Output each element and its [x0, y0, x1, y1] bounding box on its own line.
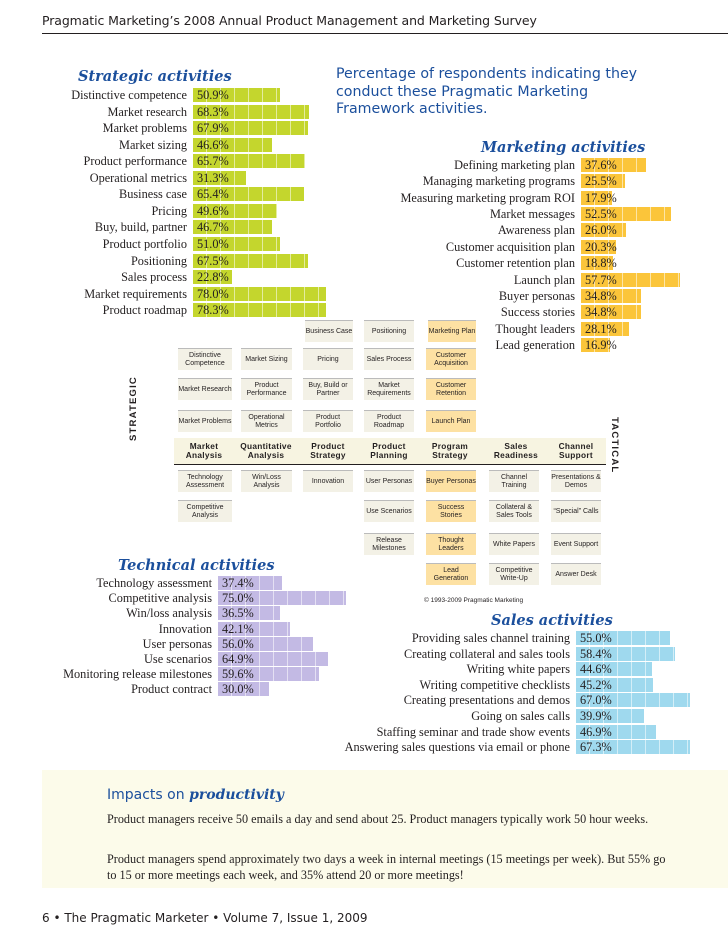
sales-value-label: 55.0% [580, 631, 612, 645]
sales-bar [576, 662, 652, 676]
strategic-value-label: 22.8% [197, 270, 229, 285]
fw-sales-process: Sales Process [364, 348, 414, 370]
strategic-category-label: Product roadmap [102, 303, 187, 318]
strategic-category-label: Market problems [102, 121, 187, 136]
sales-value-label: 67.3% [580, 740, 612, 755]
tactical-axis-label: TACTICAL [609, 417, 620, 474]
sales-bar [576, 631, 670, 645]
marketing-value-label: 18.8% [585, 256, 617, 271]
technical-bar [218, 591, 346, 605]
fw-answer-desk: Answer Desk [551, 563, 601, 585]
technical-value-label: 59.6% [222, 667, 254, 682]
marketing-row [0, 272, 728, 288]
technical-value-label: 30.0% [222, 682, 254, 697]
marketing-row [0, 157, 728, 173]
fw-header-sales-readiness: Sales Readiness [493, 441, 539, 460]
strategic-axis-label: STRATEGIC [128, 376, 139, 441]
technical-bar [218, 576, 282, 590]
marketing-value-label: 16.9% [585, 337, 617, 352]
strategic-category-label: Business case [119, 187, 187, 202]
strategic-title: Strategic activities [78, 68, 232, 85]
sales-category-label: Creating presentations and demos [403, 693, 570, 708]
fw-market-problems: Market Problems [178, 410, 232, 432]
technical-value-label: 37.4% [222, 576, 254, 590]
sales-category-label: Writing competitive checklists [419, 677, 570, 692]
fw-header-quantitative-analysis: Quantitative Analysis [240, 441, 292, 460]
strategic-category-label: Market requirements [84, 286, 187, 301]
intro-text: Percentage of respondents indicating they conduct these Pragmatic Marketing Framework activities. [336, 66, 638, 117]
strategic-category-label: Positioning [130, 253, 187, 268]
sales-category-label: Going on sales calls [471, 709, 570, 723]
strategic-bar [193, 138, 272, 152]
sales-title: Sales activities [491, 612, 613, 629]
impacts-title-emph: productivity [189, 787, 284, 803]
sales-bar [576, 740, 690, 754]
marketing-category-label: Customer acquisition plan [445, 239, 575, 254]
fw-buy-build-partner: Buy, Build or Partner [303, 378, 353, 400]
marketing-bar [581, 174, 625, 188]
fw-user-personas: User Personas [364, 470, 414, 492]
strategic-bar [193, 88, 280, 102]
fw-innovation: Innovation [303, 470, 353, 492]
strategic-category-label: Distinctive competence [71, 88, 187, 102]
fw-customer-acquisition: Customer Acquisition [426, 348, 476, 370]
technical-category-label: Monitoring release milestones [63, 667, 212, 682]
technical-category-label: Innovation [158, 621, 212, 636]
fw-win-loss-analysis: Win/Loss Analysis [241, 470, 292, 492]
sales-category-label: Providing sales channel training [411, 631, 570, 645]
strategic-row [0, 137, 728, 153]
sales-value-label: 46.9% [580, 724, 612, 739]
technical-row [0, 605, 728, 621]
technical-category-label: Competitive analysis [108, 591, 212, 606]
marketing-category-label: Lead generation [495, 337, 575, 352]
strategic-category-label: Product portfolio [102, 237, 187, 251]
fw-presentations-demos: Presentations & Demos [551, 470, 601, 492]
sales-category-label: Creating collateral and sales tools [404, 646, 570, 661]
impacts-paragraph-1: Product managers receive 50 emails a day and send about 25. Product managers typically work 50 hour weeks. [107, 812, 649, 826]
strategic-category-label: Pricing [151, 203, 187, 218]
fw-market-requirements: Market Requirements [364, 378, 414, 400]
strategic-row [0, 120, 728, 136]
marketing-category-label: Buyer personas [498, 288, 575, 303]
strategic-value-label: 50.9% [197, 88, 229, 102]
fw-product-portfolio: Product Portfolio [303, 410, 353, 432]
fw-positioning: Positioning [364, 320, 414, 342]
marketing-category-label: Managing marketing programs [422, 174, 575, 189]
technical-bar [218, 606, 280, 620]
technical-value-label: 42.1% [222, 621, 254, 636]
strategic-category-label: Operational metrics [89, 170, 187, 185]
sales-bar [576, 678, 653, 692]
fw-white-papers: White Papers [489, 533, 539, 555]
technical-category-label: Win/loss analysis [126, 606, 212, 621]
sales-bar [576, 725, 656, 739]
fw-header-channel-support: Channel Support [558, 441, 594, 460]
strategic-value-label: 49.6% [197, 203, 229, 218]
fw-channel-training: Channel Training [489, 470, 539, 492]
marketing-value-label: 37.6% [585, 158, 617, 172]
fw-release-milestones: Release Milestones [364, 533, 414, 555]
fw-use-scenarios: Use Scenarios [364, 500, 414, 522]
sales-bar [576, 709, 644, 723]
marketing-value-label: 52.5% [585, 207, 617, 222]
fw-marketing-plan: Marketing Plan [428, 320, 476, 342]
fw-product-performance: Product Performance [241, 378, 292, 400]
technical-category-label: Technology assessment [96, 576, 212, 590]
strategic-bar [193, 121, 308, 135]
strategic-value-label: 78.3% [197, 303, 229, 318]
marketing-row [0, 173, 728, 189]
marketing-category-label: Measuring marketing program ROI [400, 190, 575, 205]
fw-pricing: Pricing [303, 348, 353, 370]
fw-thought-leaders: Thought Leaders [426, 533, 476, 555]
technical-category-label: Product contract [131, 682, 212, 697]
marketing-row [0, 288, 728, 304]
fw-collateral-sales-tools: Collateral & Sales Tools [489, 500, 539, 522]
page-footer: 6 • The Pragmatic Marketer • Volume 7, Issue 1, 2009 [42, 911, 368, 925]
sales-row [0, 630, 728, 646]
marketing-bar [581, 256, 617, 271]
technical-title: Technical activities [118, 557, 275, 574]
marketing-category-label: Market messages [489, 207, 575, 222]
fw-header-market-analysis: Market Analysis [185, 441, 223, 460]
strategic-value-label: 67.9% [197, 121, 229, 136]
strategic-category-label: Product performance [83, 154, 187, 169]
technical-row [0, 575, 728, 591]
technical-value-label: 75.0% [222, 591, 254, 606]
impacts-title-prefix: Impacts on [107, 787, 190, 803]
sales-row [0, 646, 728, 662]
marketing-category-label: Awareness plan [497, 223, 575, 238]
marketing-bar [581, 337, 617, 352]
marketing-bar [581, 305, 641, 319]
sales-row [0, 708, 728, 724]
sales-row [0, 739, 728, 755]
marketing-value-label: 34.8% [585, 288, 617, 303]
marketing-row [0, 222, 728, 238]
marketing-value-label: 17.9% [585, 190, 617, 205]
marketing-bar [581, 289, 641, 303]
strategic-value-label: 68.3% [197, 104, 229, 119]
sales-bar [576, 693, 690, 707]
fw-operational-metrics: Operational Metrics [241, 410, 292, 432]
strategic-row [0, 87, 728, 103]
fw-event-support: Event Support [551, 533, 601, 555]
sales-value-label: 39.9% [580, 709, 612, 723]
fw-header-product-strategy: Product Strategy [310, 441, 346, 460]
sales-category-label: Answering sales questions via email or phone [344, 740, 570, 755]
marketing-category-label: Defining marketing plan [454, 158, 575, 172]
marketing-value-label: 57.7% [585, 272, 617, 287]
marketing-value-label: 28.1% [585, 321, 617, 336]
header-rule [42, 33, 728, 34]
fw-lead-generation: Lead Generation [426, 563, 476, 585]
impacts-title [107, 787, 284, 803]
fw-customer-retention: Customer Retention [426, 378, 476, 400]
fw-market-research: Market Research [178, 378, 232, 400]
sales-value-label: 45.2% [580, 677, 612, 692]
fw-market-sizing: Market Sizing [241, 348, 292, 370]
fw-success-stories: Success Stories [426, 500, 476, 522]
sales-category-label: Staffing seminar and trade show events [376, 724, 570, 739]
marketing-category-label: Launch plan [513, 272, 575, 287]
strategic-value-label: 46.7% [197, 220, 229, 235]
strategic-value-label: 67.5% [197, 253, 229, 268]
marketing-bar [581, 240, 616, 254]
sales-row [0, 677, 728, 693]
marketing-value-label: 25.5% [585, 174, 617, 189]
running-header: Pragmatic Marketing’s 2008 Annual Product Management and Marketing Survey [42, 13, 537, 28]
fw-header-product-planning: Product Planning [370, 441, 408, 460]
marketing-value-label: 26.0% [585, 223, 617, 238]
marketing-row [0, 239, 728, 255]
sales-row [0, 661, 728, 677]
fw-technology-assessment: Technology Assessment [178, 470, 232, 492]
sales-category-label: Writing white papers [466, 662, 570, 677]
copyright: © 1993-2009 Pragmatic Marketing [424, 597, 524, 604]
sales-value-label: 58.4% [580, 646, 612, 661]
technical-value-label: 36.5% [222, 606, 254, 621]
strategic-category-label: Buy, build, partner [94, 220, 187, 235]
marketing-bar [581, 158, 646, 172]
strategic-value-label: 46.6% [197, 137, 229, 152]
marketing-bar [581, 207, 671, 221]
fw-launch-plan: Launch Plan [426, 410, 476, 432]
marketing-bar [581, 273, 680, 287]
marketing-category-label: Customer retention plan [456, 256, 575, 271]
marketing-category-label: Success stories [500, 305, 575, 320]
technical-value-label: 64.9% [222, 652, 254, 666]
marketing-bar [581, 322, 629, 336]
strategic-value-label: 65.4% [197, 187, 229, 202]
marketing-title: Marketing activities [481, 139, 646, 156]
sales-row [0, 692, 728, 708]
strategic-category-label: Sales process [121, 270, 187, 285]
marketing-row [0, 255, 728, 271]
marketing-row [0, 304, 728, 320]
impacts-paragraph-2: Product managers spend approximately two days a week in internal meetings (15 meetings per week). But 55% go to 15 or more meetings each week, and 35% attend 20 or more meetings! [107, 852, 666, 882]
strategic-value-label: 31.3% [197, 170, 229, 185]
technical-row [0, 590, 728, 606]
fw-competitive-write-up: Competitive Write-Up [489, 563, 539, 585]
technical-value-label: 56.0% [222, 636, 254, 651]
fw-competitive-analysis: Competitive Analysis [178, 500, 232, 522]
technical-category-label: User personas [142, 636, 212, 651]
marketing-bar [581, 223, 626, 237]
marketing-bar [581, 190, 617, 205]
marketing-value-label: 20.3% [585, 239, 617, 254]
fw-distinctive-competence: Distinctive Competence [178, 348, 232, 370]
sales-bar [576, 647, 675, 661]
fw-buyer-personas: Buyer Personas [426, 470, 476, 492]
strategic-value-label: 51.0% [197, 237, 229, 251]
marketing-category-label: Thought leaders [495, 321, 575, 336]
strategic-value-label: 65.7% [197, 154, 229, 169]
technical-category-label: Use scenarios [144, 652, 212, 666]
fw-special-calls: “Special” Calls [551, 500, 601, 522]
fw-header-program-strategy: Program Strategy [431, 441, 469, 460]
marketing-value-label: 34.8% [585, 305, 617, 320]
strategic-bar [193, 105, 309, 119]
sales-row [0, 724, 728, 740]
fw-product-roadmap: Product Roadmap [364, 410, 414, 432]
strategic-value-label: 78.0% [197, 286, 229, 301]
sales-value-label: 44.6% [580, 662, 612, 677]
marketing-row [0, 190, 728, 206]
sales-value-label: 67.0% [580, 693, 612, 708]
strategic-category-label: Market sizing [119, 137, 187, 152]
strategic-category-label: Market research [107, 104, 187, 119]
fw-business-case: Business Case [305, 320, 353, 342]
marketing-row [0, 206, 728, 222]
strategic-row [0, 104, 728, 120]
